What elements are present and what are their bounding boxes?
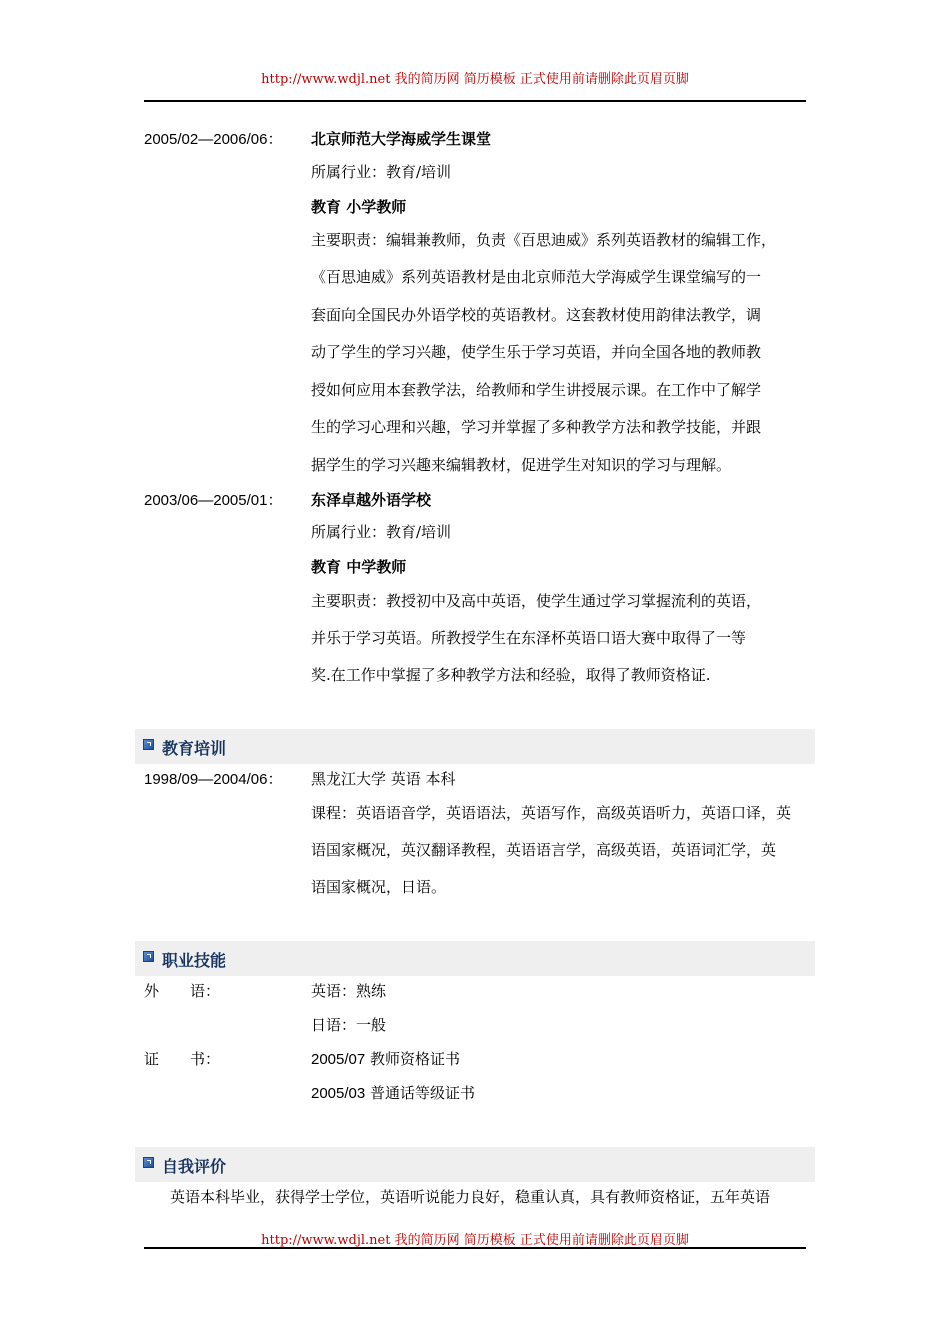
language-label-part1: 外	[144, 982, 160, 1000]
footer-rule	[144, 1247, 806, 1249]
work-2-industry: 所属行业：教育/培训	[311, 523, 452, 541]
language-item: 英语：熟练	[311, 982, 387, 1000]
work-1-desc-line: 据学生的学习兴趣来编辑教材，促进学生对知识的学习与理解。	[311, 456, 732, 474]
certificate-label-part2: 书：	[190, 1050, 221, 1068]
page-footer: http://www.wdjl.net 我的简历网 简历模板 正式使用前请删除此页眉页脚	[261, 1233, 689, 1248]
section-arrow-icon	[143, 1157, 154, 1168]
page-header: http://www.wdjl.net 我的简历网 简历模板 正式使用前请删除此页眉页脚	[261, 72, 689, 87]
education-course-line: 课程：英语语音学，英语语法，英语写作，高级英语听力，英语口译，英	[311, 804, 792, 822]
work-2-company: 东泽卓越外语学校	[311, 491, 432, 509]
header-rule	[144, 100, 806, 102]
section-skills-header	[135, 941, 815, 976]
work-1-date: 2005/02—2006/06：	[144, 131, 283, 148]
education-course-line: 语国家概况，日语。	[311, 878, 447, 896]
work-1-industry: 所属行业：教育/培训	[311, 163, 452, 181]
work-2-position: 教育 中学教师	[311, 558, 407, 576]
certificate-date: 2005/03	[311, 1085, 366, 1102]
education-date: 1998/09—2004/06：	[144, 771, 283, 788]
work-2-desc-line: 主要职责：教授初中及高中英语，使学生通过学习掌握流利的英语，	[311, 592, 762, 610]
work-1-desc-line: 授如何应用本套教学法，给教师和学生讲授展示课。在工作中了解学	[311, 381, 762, 399]
work-2-desc-line: 并乐于学习英语。所教授学生在东泽杯英语口语大赛中取得了一等	[311, 629, 747, 647]
certificate-name: 教师资格证书	[370, 1050, 461, 1068]
work-1-desc-line: 主要职责：编辑兼教师，负责《百思迪威》系列英语教材的编辑工作，	[311, 231, 777, 249]
section-education-title: 教育培训	[162, 739, 227, 758]
section-self-eval-header	[135, 1147, 815, 1182]
work-1-company: 北京师范大学海威学生课堂	[311, 130, 492, 148]
language-label-part2: 语：	[190, 982, 221, 1000]
certificate-item	[311, 1048, 460, 1069]
section-arrow-icon	[143, 739, 154, 750]
self-eval-text: 英语本科毕业，获得学士学位，英语听说能力良好，稳重认真，具有教师资格证，五年英语	[170, 1188, 771, 1206]
work-1-desc-line: 《百思迪威》系列英语教材是由北京师范大学海威学生课堂编写的一	[311, 268, 762, 286]
work-1-desc-line: 套面向全国民办外语学校的英语教材。这套教材使用韵律法教学，调	[311, 306, 762, 324]
education-course-line: 语国家概况，英汉翻译教程，英语语言学，高级英语，英语词汇学，英	[311, 841, 777, 859]
certificate-date: 2005/07	[311, 1051, 366, 1068]
section-education-header	[135, 729, 815, 764]
section-skills-title: 职业技能	[162, 951, 227, 970]
work-1-desc-line: 生的学习心理和兴趣，学习并掌握了多种教学方法和教学技能，并跟	[311, 418, 762, 436]
work-1-desc-line: 动了学生的学习兴趣，使学生乐于学习英语，并向全国各地的教师教	[311, 343, 762, 361]
language-item: 日语：一般	[311, 1016, 387, 1034]
education-school: 黑龙江大学 英语 本科	[311, 770, 456, 788]
section-arrow-icon	[143, 951, 154, 962]
section-self-eval-title: 自我评价	[162, 1157, 227, 1176]
certificate-label-part1: 证	[144, 1050, 160, 1068]
work-2-desc-line: 奖.在工作中掌握了多种教学方法和经验，取得了教师资格证.	[311, 666, 711, 684]
certificate-item	[311, 1082, 475, 1103]
certificate-name: 普通话等级证书	[370, 1084, 476, 1102]
work-2-date: 2003/06—2005/01：	[144, 492, 283, 509]
work-1-position: 教育 小学教师	[311, 198, 407, 216]
